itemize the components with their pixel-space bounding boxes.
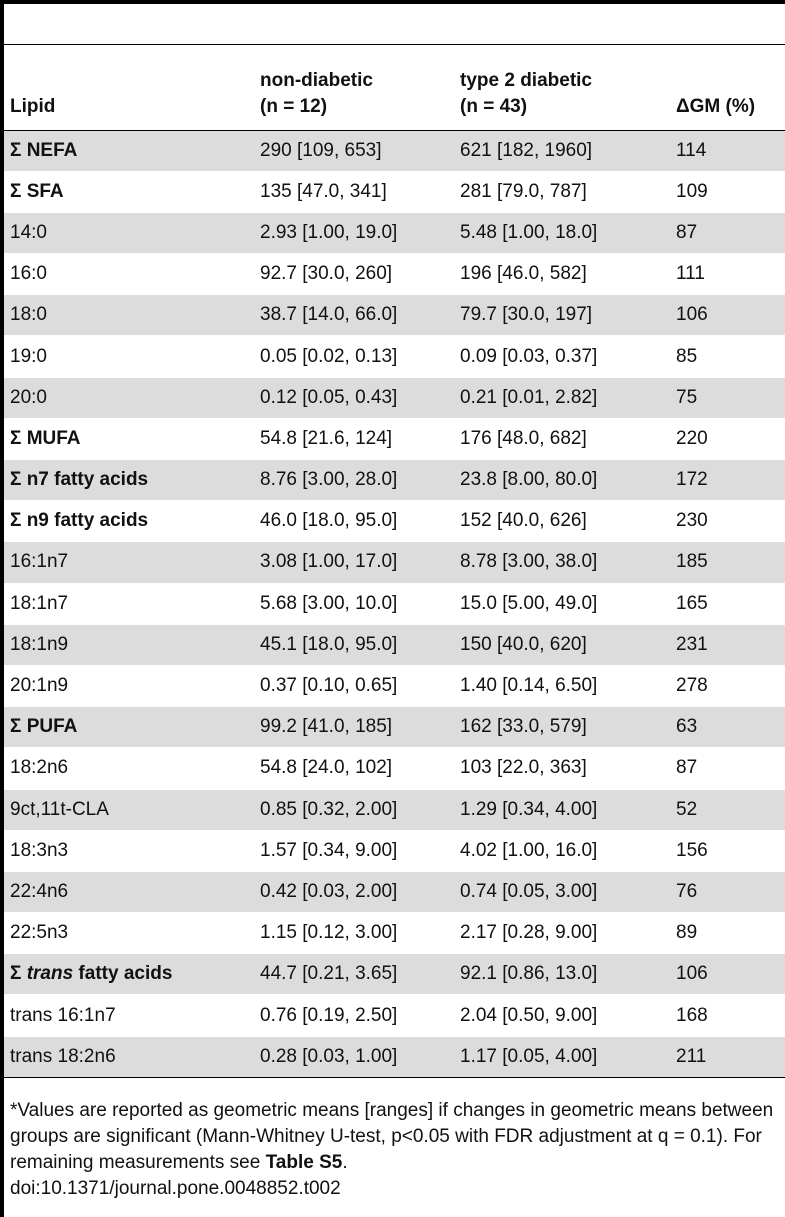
cell-diabetic: 0.09 [0.03, 0.37]: [460, 345, 598, 367]
cell-nondiabetic: 0.76 [0.19, 2.50]: [260, 1004, 398, 1026]
lipid-name: 18:2n6: [10, 757, 69, 779]
lipid-name: 18:0: [10, 304, 47, 326]
cell-delta: 111: [676, 263, 705, 285]
cell-nondiabetic: 46.0 [18.0, 95.0]: [260, 510, 398, 532]
cell-nondiabetic: 3.08 [1.00, 17.0]: [254, 542, 454, 583]
cell-lipid: [4, 913, 254, 954]
cell-delta: 63: [670, 707, 785, 748]
cell-diabetic: 196 [46.0, 582]: [460, 263, 587, 285]
cell-lipid: [4, 542, 254, 583]
cell-diabetic: 5.48 [1.00, 18.0]: [454, 212, 670, 253]
header-lipid-label: Lipid: [10, 95, 56, 117]
table-row: [4, 995, 785, 1036]
lipid-prefix: Σ: [10, 469, 27, 491]
top-rule: [0, 0, 785, 4]
lipid-name: 14:0: [10, 221, 47, 243]
lipid-name: 22:4n6: [10, 880, 69, 902]
table-row: [4, 830, 785, 871]
cell-diabetic: 162 [33.0, 579]: [454, 707, 670, 748]
cell-lipid: [4, 1036, 254, 1077]
cell-lipid: [4, 665, 254, 706]
lipid-name: SFA: [26, 180, 64, 202]
cell-delta: 231: [670, 624, 785, 665]
cell-delta: 75: [670, 377, 785, 418]
header-row: [4, 44, 785, 130]
footnote-text: [10, 1098, 780, 1176]
table-row: [4, 624, 785, 665]
cell-delta: 89: [676, 922, 698, 944]
lipid-name: n9 fatty acids: [26, 510, 149, 532]
cell-delta: 106: [670, 954, 785, 995]
table-s5-link[interactable]: Table S5: [265, 1152, 343, 1173]
lipid-name: trans 16:1n7: [10, 1004, 116, 1026]
table-row: [4, 1036, 785, 1077]
cell-delta: 85: [676, 345, 698, 367]
table-row: [4, 460, 785, 501]
cell-lipid: [4, 501, 254, 542]
table-header: [4, 44, 785, 130]
table-row: [4, 418, 785, 459]
lipid-italic: trans: [26, 963, 74, 985]
lipid-name: 18:1n9: [10, 633, 69, 655]
lipid-prefix: Σ: [10, 510, 27, 532]
cell-diabetic: 0.21 [0.01, 2.82]: [454, 377, 670, 418]
header-nondiabetic: [254, 44, 454, 130]
header-lipid: [4, 44, 254, 130]
lipid-name: MUFA: [26, 427, 81, 449]
lipid-name: 18:3n3: [10, 839, 69, 861]
cell-nondiabetic: 45.1 [18.0, 95.0]: [254, 624, 454, 665]
cell-nondiabetic: 38.7 [14.0, 66.0]: [254, 295, 454, 336]
cell-lipid: [4, 171, 254, 212]
table-footnote: [10, 1098, 780, 1202]
cell-nondiabetic: 8.76 [3.00, 28.0]: [254, 460, 454, 501]
table-row: [4, 130, 785, 171]
cell-lipid: [4, 418, 254, 459]
lipid-prefix: Σ: [10, 716, 27, 738]
cell-lipid: [4, 995, 254, 1036]
header-nondiabetic-line1: non-diabetic: [260, 69, 373, 91]
cell-delta: 114: [670, 130, 785, 171]
doi-line: doi:10.1371/journal.pone.0048852.t002: [10, 1178, 341, 1199]
table-row: [4, 171, 785, 212]
cell-nondiabetic: 0.85 [0.32, 2.00]: [254, 789, 454, 830]
cell-lipid: [4, 830, 254, 871]
table-row: [4, 954, 785, 995]
cell-lipid: [4, 336, 254, 377]
cell-delta: 220: [676, 427, 708, 449]
lipid-prefix: Σ: [10, 139, 27, 161]
cell-diabetic: 0.74 [0.05, 3.00]: [454, 871, 670, 912]
lipid-name: 20:0: [10, 386, 47, 408]
cell-nondiabetic: 2.93 [1.00, 19.0]: [254, 212, 454, 253]
table-row: [4, 377, 785, 418]
cell-diabetic: 176 [48.0, 682]: [460, 427, 587, 449]
lipid-name: 19:0: [10, 345, 47, 367]
lipid-name: 18:1n7: [10, 592, 69, 614]
cell-nondiabetic: 1.57 [0.34, 9.00]: [260, 839, 398, 861]
cell-lipid: [4, 789, 254, 830]
cell-lipid: [4, 295, 254, 336]
lipid-name: 16:1n7: [10, 551, 69, 573]
cell-lipid: [4, 707, 254, 748]
cell-diabetic: 1.17 [0.05, 4.00]: [454, 1036, 670, 1077]
lipid-name: n7 fatty acids: [26, 469, 149, 491]
cell-delta: 211: [670, 1036, 785, 1077]
table-row: [4, 542, 785, 583]
lipid-name: 22:5n3: [10, 922, 69, 944]
cell-delta: 109: [676, 180, 708, 202]
header-delta: [670, 44, 785, 130]
cell-delta: 172: [670, 460, 785, 501]
cell-diabetic: 1.29 [0.34, 4.00]: [454, 789, 670, 830]
cell-delta: 230: [676, 510, 708, 532]
header-delta-label: ΔGM (%): [676, 95, 756, 117]
lipid-table-container: [4, 44, 785, 1078]
cell-diabetic: 4.02 [1.00, 16.0]: [460, 839, 598, 861]
cell-delta: 278: [676, 675, 708, 697]
cell-nondiabetic: 1.15 [0.12, 3.00]: [260, 922, 398, 944]
cell-diabetic: 15.0 [5.00, 49.0]: [460, 592, 598, 614]
cell-lipid: [4, 254, 254, 295]
table-row: [4, 789, 785, 830]
cell-nondiabetic: 54.8 [24.0, 102]: [260, 757, 393, 779]
footnote-end: .: [342, 1152, 348, 1173]
cell-diabetic: 1.40 [0.14, 6.50]: [460, 675, 598, 697]
cell-nondiabetic: 0.12 [0.05, 0.43]: [254, 377, 454, 418]
lipid-name: trans 18:2n6: [10, 1045, 116, 1067]
table-row: [4, 871, 785, 912]
cell-nondiabetic: 0.37 [0.10, 0.65]: [260, 675, 398, 697]
lipid-prefix: Σ: [10, 427, 27, 449]
table-row: [4, 501, 785, 542]
table-row: [4, 295, 785, 336]
header-diabetic-line2: (n = 43): [460, 95, 528, 117]
table-row: [4, 254, 785, 295]
cell-nondiabetic: 290 [109, 653]: [254, 130, 454, 171]
cell-nondiabetic: 0.42 [0.03, 2.00]: [254, 871, 454, 912]
lipid-prefix: Σ: [10, 963, 27, 985]
table-row: [4, 665, 785, 706]
cell-delta: 52: [670, 789, 785, 830]
cell-lipid: [4, 377, 254, 418]
header-diabetic-line1: type 2 diabetic: [460, 69, 592, 91]
cell-lipid: [4, 583, 254, 624]
cell-delta: 165: [676, 592, 708, 614]
cell-diabetic: 103 [22.0, 363]: [460, 757, 587, 779]
cell-diabetic: 621 [182, 1960]: [454, 130, 670, 171]
lipid-name: fatty acids: [73, 963, 173, 985]
cell-delta: 87: [676, 757, 698, 779]
cell-nondiabetic: 54.8 [21.6, 124]: [260, 427, 393, 449]
lipid-name: 16:0: [10, 263, 47, 285]
lipid-name: 20:1n9: [10, 675, 69, 697]
cell-delta: 185: [670, 542, 785, 583]
footnote-body: *Values are reported as geometric means [ranges] if changes in geometric means between groups are significant (Mann-Whitney U-test, p<0.05 with FDR adjustment at q = 0.1). For remaining measurements see: [10, 1100, 774, 1173]
cell-lipid: [4, 871, 254, 912]
cell-diabetic: 152 [40.0, 626]: [460, 510, 587, 532]
lipid-name: NEFA: [26, 139, 78, 161]
cell-diabetic: 79.7 [30.0, 197]: [454, 295, 670, 336]
cell-lipid: [4, 212, 254, 253]
cell-nondiabetic: 92.7 [30.0, 260]: [260, 263, 393, 285]
cell-nondiabetic: 44.7 [0.21, 3.65]: [254, 954, 454, 995]
header-nondiabetic-line2: (n = 12): [260, 95, 328, 117]
lipid-table: [4, 44, 785, 1078]
cell-nondiabetic: 5.68 [3.00, 10.0]: [260, 592, 398, 614]
lipid-name: PUFA: [26, 716, 78, 738]
cell-delta: 87: [670, 212, 785, 253]
cell-nondiabetic: 0.05 [0.02, 0.13]: [260, 345, 398, 367]
table-row: [4, 707, 785, 748]
cell-nondiabetic: 99.2 [41.0, 185]: [254, 707, 454, 748]
cell-nondiabetic: 0.28 [0.03, 1.00]: [254, 1036, 454, 1077]
table-row: [4, 748, 785, 789]
cell-delta: 106: [670, 295, 785, 336]
lipid-prefix: Σ: [10, 180, 27, 202]
cell-diabetic: 2.17 [0.28, 9.00]: [460, 922, 598, 944]
table-row: [4, 583, 785, 624]
cell-delta: 156: [676, 839, 708, 861]
table-row: [4, 336, 785, 377]
cell-lipid: [4, 748, 254, 789]
cell-lipid: [4, 954, 254, 995]
cell-diabetic: 23.8 [8.00, 80.0]: [454, 460, 670, 501]
cell-diabetic: 281 [79.0, 787]: [460, 180, 587, 202]
lipid-name: 9ct,11t-CLA: [10, 798, 109, 820]
cell-lipid: [4, 460, 254, 501]
table-row: [4, 212, 785, 253]
cell-lipid: [4, 624, 254, 665]
header-diabetic: [454, 44, 670, 130]
table-row: [4, 913, 785, 954]
cell-diabetic: 2.04 [0.50, 9.00]: [460, 1004, 598, 1026]
cell-diabetic: 92.1 [0.86, 13.0]: [454, 954, 670, 995]
table-body: [4, 130, 785, 1077]
cell-diabetic: 8.78 [3.00, 38.0]: [454, 542, 670, 583]
cell-delta: 168: [676, 1004, 708, 1026]
cell-lipid: [4, 130, 254, 171]
cell-delta: 76: [670, 871, 785, 912]
cell-nondiabetic: 135 [47.0, 341]: [260, 180, 387, 202]
cell-diabetic: 150 [40.0, 620]: [454, 624, 670, 665]
